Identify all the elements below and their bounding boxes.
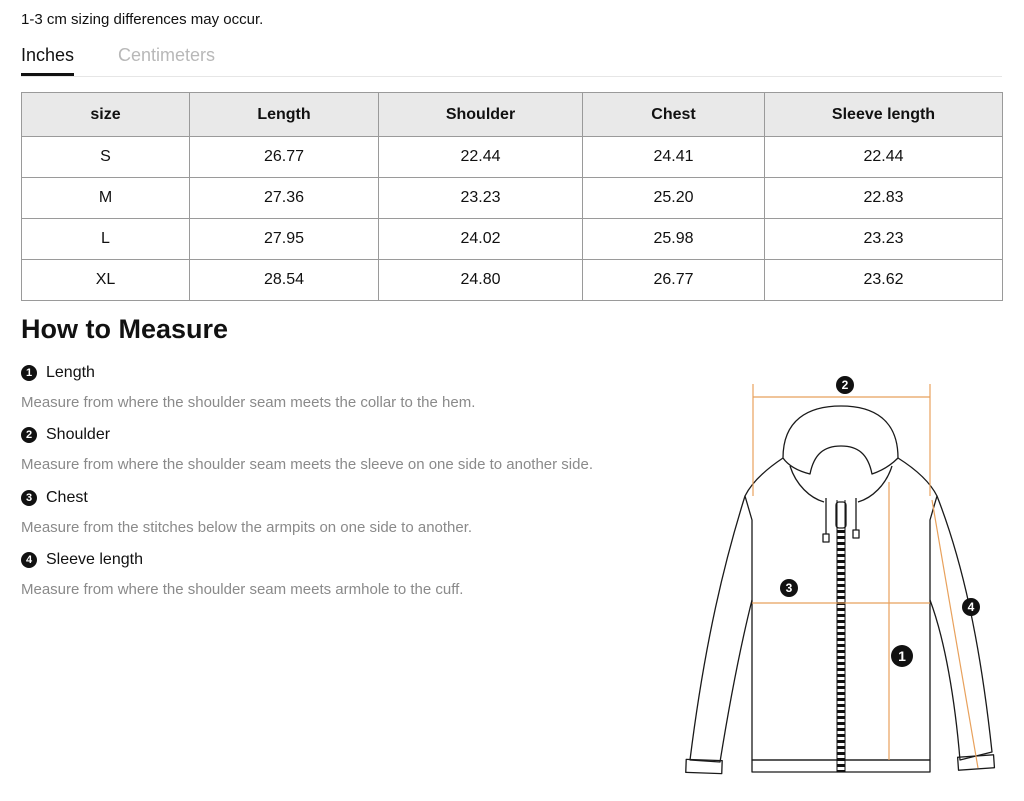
marker-2-icon [836,376,854,394]
cell-sleeve-length: 22.44 [765,137,1003,178]
marker-1-icon [891,645,913,667]
cell-shoulder: 23.23 [379,178,583,219]
measure-item-shoulder [21,425,661,473]
header-sleeve-length: Sleeve length [765,93,1003,137]
table-row [22,178,1003,219]
cell-size: XL [22,260,190,301]
cell-size: L [22,219,190,260]
cell-shoulder: 22.44 [379,137,583,178]
measure-label: Sleeve length [46,551,143,568]
cell-sleeve-length: 23.23 [765,219,1003,260]
cell-length: 27.36 [190,178,379,219]
cell-length: 26.77 [190,137,379,178]
cell-chest: 26.77 [583,260,765,301]
cell-chest: 25.20 [583,178,765,219]
svg-text:4: 4 [967,600,975,614]
cell-sleeve-length: 23.62 [765,260,1003,301]
measure-item-length [21,363,661,411]
cell-shoulder: 24.80 [379,260,583,301]
number-badge-icon: 4 [21,552,37,568]
header-size: size [22,93,190,137]
measure-description: Measure from where the shoulder seam meets armhole to the cuff. [21,581,464,598]
cell-shoulder: 24.02 [379,219,583,260]
header-shoulder: Shoulder [379,93,583,137]
hoodie-illustration [676,370,1016,790]
table-row [22,260,1003,301]
measure-item-sleeve-length [21,550,661,598]
measure-label: Chest [46,489,88,506]
unit-tabs [21,44,1002,77]
measure-description: Measure from where the shoulder seam meets the collar to the hem. [21,394,476,411]
measure-label: Length [46,364,95,381]
cell-length: 27.95 [190,219,379,260]
marker-3-icon [780,579,798,597]
table-header-row [22,93,1003,137]
sizing-note: 1-3 cm sizing differences may occur. [21,11,264,28]
number-badge-icon: 2 [21,427,37,443]
measurement-lines [752,384,978,768]
header-chest: Chest [583,93,765,137]
zipper [837,500,845,772]
size-table [21,92,1003,301]
cell-size: M [22,178,190,219]
marker-4-icon [962,598,980,616]
cell-chest: 24.41 [583,137,765,178]
how-to-measure-title: How to Measure [21,314,229,344]
number-badge-icon: 1 [21,365,37,381]
header-length: Length [190,93,379,137]
cell-length: 28.54 [190,260,379,301]
measure-description: Measure from where the shoulder seam meets the sleeve on one side to another side. [21,456,593,473]
table-row [22,219,1003,260]
tab-inches[interactable]: Inches [21,45,75,65]
cell-size: S [22,137,190,178]
number-badge-icon: 3 [21,490,37,506]
measure-description: Measure from the stitches below the armpits on one side to another. [21,519,473,536]
measure-label: Shoulder [46,426,111,443]
cell-sleeve-length: 22.83 [765,178,1003,219]
cell-chest: 25.98 [583,219,765,260]
table-row [22,137,1003,178]
svg-text:1: 1 [898,648,906,664]
svg-text:3: 3 [785,581,793,595]
measure-item-chest [21,488,661,536]
tab-centimeters[interactable]: Centimeters [118,45,216,65]
svg-text:2: 2 [841,378,849,392]
